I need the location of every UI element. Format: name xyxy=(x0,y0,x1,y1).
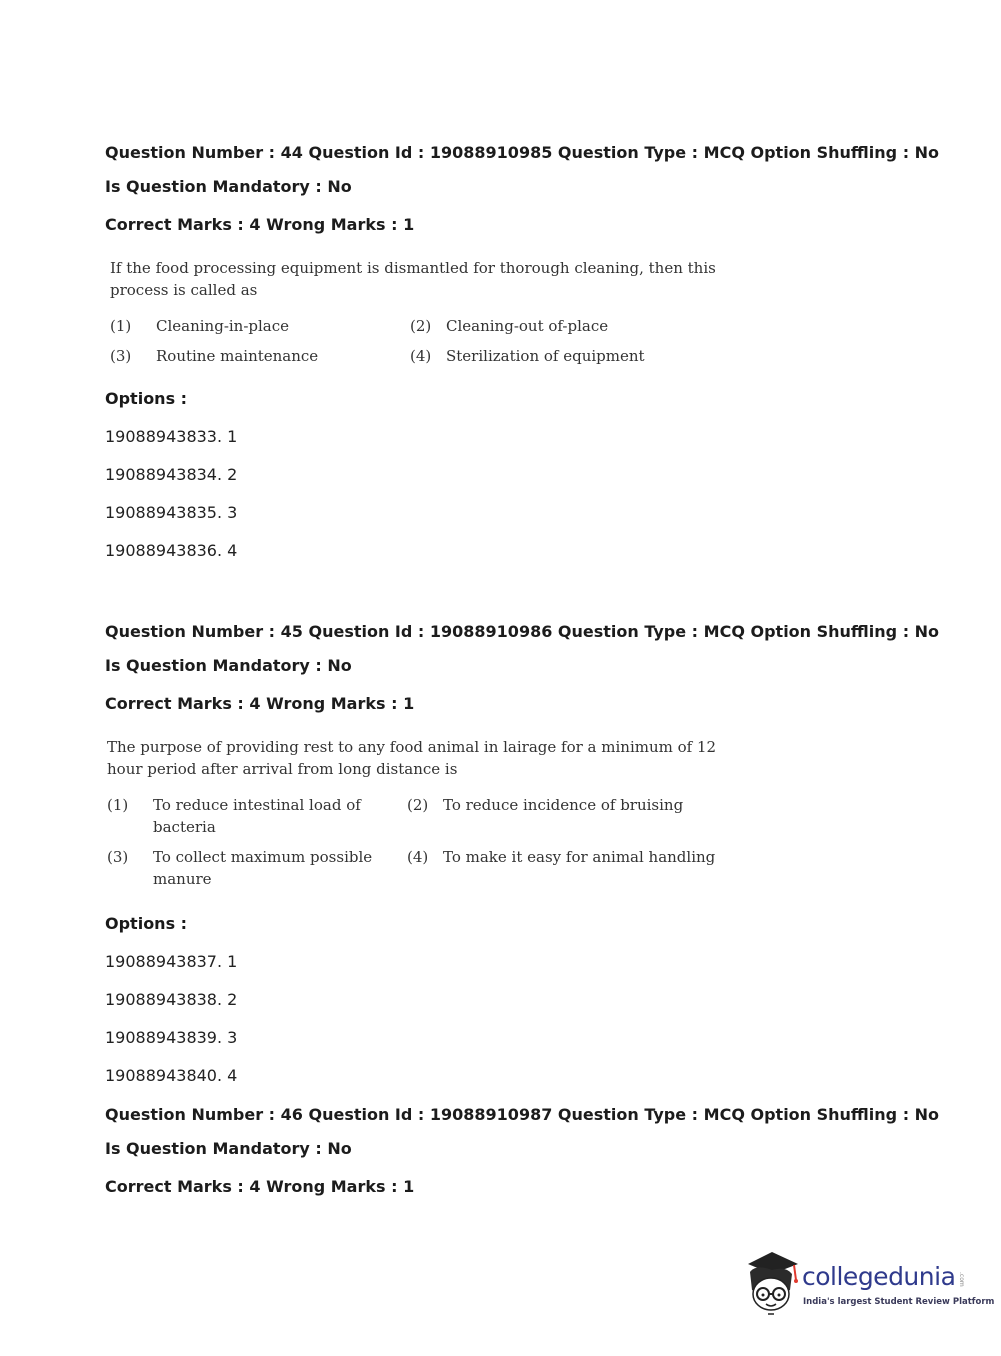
logo-suffix: .com xyxy=(958,1272,965,1287)
choice-text: Sterilization of equipment xyxy=(446,347,645,365)
collegedunia-logo xyxy=(742,1250,995,1322)
option-item: 19088943839. 3 xyxy=(105,1028,238,1047)
question-marks: Correct Marks : 4 Wrong Marks : 1 xyxy=(105,694,415,713)
option-item: 19088943836. 4 xyxy=(105,541,238,560)
choice-text: Cleaning-in-place xyxy=(156,317,290,335)
choice-text: Cleaning-out of-place xyxy=(446,317,609,335)
choice-number: (2) xyxy=(410,317,432,335)
question-marks: Correct Marks : 4 Wrong Marks : 1 xyxy=(105,1177,415,1196)
option-item: 19088943834. 2 xyxy=(105,465,238,484)
option-item: 19088943837. 1 xyxy=(105,952,238,971)
logo-wordmark: collegedunia xyxy=(802,1262,956,1291)
option-item: 19088943838. 2 xyxy=(105,990,238,1009)
logo-tagline: India's largest Student Review Platform xyxy=(803,1297,995,1307)
choice-text: To make it easy for animal handling xyxy=(443,848,716,866)
question-mandatory: Is Question Mandatory : No xyxy=(105,177,352,196)
question-mandatory: Is Question Mandatory : No xyxy=(105,1139,352,1158)
question-header: Question Number : 44 Question Id : 19088910985 Question Type : MCQ Option Shuffling : No xyxy=(105,143,940,162)
choice-grid xyxy=(110,315,925,367)
choice-number: (1) xyxy=(107,796,129,814)
question-marks: Correct Marks : 4 Wrong Marks : 1 xyxy=(105,215,415,234)
question-image xyxy=(105,736,925,890)
question-image xyxy=(105,257,925,367)
choice-text: To reduce intestinal load of bacteria xyxy=(153,796,361,836)
question-header: Question Number : 46 Question Id : 19088910987 Question Type : MCQ Option Shuffling : No xyxy=(105,1105,940,1124)
choice-number: (4) xyxy=(407,848,429,866)
choice-number: (2) xyxy=(407,796,429,814)
options-label: Options : xyxy=(105,389,188,408)
choice-number: (3) xyxy=(110,347,132,365)
choice-text: To collect maximum possible manure xyxy=(153,848,373,888)
choice-text: Routine maintenance xyxy=(156,347,319,365)
question-46 xyxy=(105,1105,940,1197)
question-header: Question Number : 45 Question Id : 19088910986 Question Type : MCQ Option Shuffling : No xyxy=(105,622,940,641)
choice-number: (1) xyxy=(110,317,132,335)
mascot-icon xyxy=(742,1250,800,1320)
choice-text: To reduce incidence of bruising xyxy=(443,796,684,814)
question-text: The purpose of providing rest to any food animal in lairage for a minimum of 12 hour period after arrival from long distance is xyxy=(107,738,717,778)
choice-number: (3) xyxy=(107,848,129,866)
choice-number: (4) xyxy=(410,347,432,365)
question-45 xyxy=(105,622,940,1086)
option-item: 19088943833. 1 xyxy=(105,427,238,446)
question-44 xyxy=(105,143,940,561)
option-item: 19088943835. 3 xyxy=(105,503,238,522)
options-label: Options : xyxy=(105,914,188,933)
question-text: If the food processing equipment is dismantled for thorough cleaning, then this process is called as xyxy=(110,259,716,299)
choice-grid xyxy=(107,794,925,890)
option-item: 19088943840. 4 xyxy=(105,1066,238,1085)
question-mandatory: Is Question Mandatory : No xyxy=(105,656,352,675)
